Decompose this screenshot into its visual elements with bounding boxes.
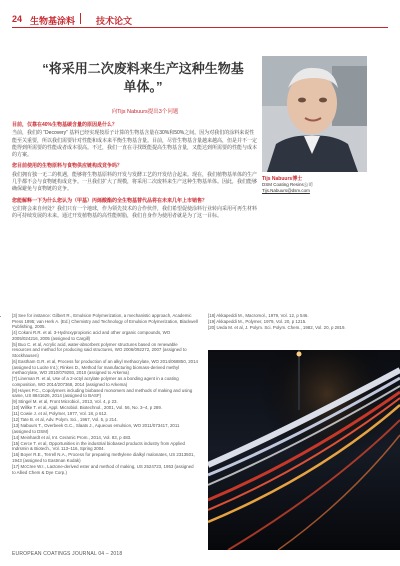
references-left — [12, 313, 198, 475]
reference-item: [20] Ueda M. et al, J. Polym. Sci. Polym. Chem., 1982, Vol. 20, p 2819. — [208, 324, 346, 330]
reference-item: [7] Lineman R. et al, Use of a 2-octyl acrylate polymer as a bonding agent in a coating composition, WO 2014/207368, 2014 (assigned to Arkema) — [12, 376, 179, 387]
question-3: 您能解释一下为什么您认为（甲基）丙烯酸酯的全生物基替代品将在未来几年上市销售？ — [12, 197, 208, 204]
reference-item: [11] Cowie J. et al, Polymer, 1977, Vol. 18, p 612. — [12, 411, 108, 417]
page-number: 24 — [12, 14, 23, 24]
reference-item: [13] Nabuurs T., Overbeek G.C., Slaats J., Aqueous emulsion, WO 2011/073417, 2011 (assigned to DSM) — [12, 423, 180, 434]
person-name: Tijs Nabuurs — [262, 176, 293, 182]
reference-item: [3] See for instance: Gilbert R., Emulsion Polymerization, a mechanistic approach, Academic Press 1995; van Herk A. (Ed.) Chemistry and Technology of Emulsion Polymerization, Blackwell Publishing, 2005. — [12, 313, 198, 330]
header-rule — [12, 27, 388, 28]
category-label: 技术论文 — [96, 16, 133, 26]
reference-item: [9] Stingel M. et al, Front Microbiol., 2013, Vol. 4, p 23. — [12, 399, 118, 405]
reference-marker-icon — [0, 313, 1, 320]
reference-item: [10] Willke T. et al, Appl. Microbiol. Biotechnol., 2001, Vol. 56, No. 3–4, p 289. — [12, 405, 163, 411]
interview-qa — [12, 122, 257, 221]
question-2: 您目前使用的生物原料与食物供应链构成竞争吗？ — [12, 163, 123, 170]
reference-item: [4] Cokani R.R. et al. 3-Hydroxypropionic acid and other organic compounds, WO 2005/024216, 2005 (assigned to Cargill) — [12, 330, 171, 341]
reference-item: [18] Akkapeddi M., Macromol., 1979, Vol. 12, p 546. — [208, 313, 309, 318]
interview-byline: 向Tijs Nabuurs提出3个问题 — [111, 109, 179, 115]
night-highway-image — [208, 350, 400, 550]
reference-item: [6] Eastham G.R. et al, Process for production of an alkyl methacrylate, WO 2014/068850, 2014 (assigned to Lucite Int.); Rinkes D., Method for manufacturing biomass-derived methyl methacrylate, WO 2010/079293, 2010 (assigned to Arkema) — [12, 358, 198, 376]
person-email-link[interactable]: Tijs.Nabuurs@dsm.com — [262, 188, 310, 193]
reference-item: [12] Tate B. et al, Adv. Polym. Sci., 1967, Vol. 5, p 214. — [12, 417, 118, 423]
reference-item: [15] Cerce T. et al, Opportunities in the industrial biobased products industry from Applied Indrsmin & Biotech., Vol. 113–116, Spring 2004. — [12, 440, 185, 452]
journal-footer: EUROPEAN COATINGS JOURNAL 04 – 2018 — [12, 551, 123, 557]
references-right — [208, 313, 388, 331]
photo-caption — [262, 176, 367, 194]
answer-2: 我们拥有独一无二的机遇，能够将生物基原料的开发与发酵工艺的开发结合起来。现在，我们植物基单体的生产几乎都不会与食物链构成竞争。一旦我们扩大了规模，将采用二次废料来生产这种生物基单体。因此，我们能够确保避免与食物链的竞争。 — [12, 171, 258, 193]
reference-item: [19] Akkapeddi M., Polymer, 1979, Vol. 20, p 1215. — [208, 318, 307, 324]
portrait-photo-icon — [262, 56, 367, 172]
reference-item: [5] Buo C. et al, Acrylic acid, water-absorbent polymer structures based on renewable resources and method for producing said structures, WO 2006/092272, 2007 (assigned to Stockhausen) — [12, 341, 187, 358]
reference-item: [17] McCree W.I., Lactone-derived ester and method of making, US 2524723, 1953 (assigned to Allied Chem & Dye Corp.) — [12, 463, 194, 475]
reference-item: [8] Hayes P.C., Copolymers including biobased monomers and methods of making and using same, US 8841626, 2014 (assigned to BASF) — [12, 387, 193, 399]
reference-item: [16] Boyer R.E., Terrell N.A., Process for preparing methylene dialkyl malonates, US 2313501, 1943 (assigned to Eastman Kodak) — [12, 452, 195, 463]
night-highway-light-trails-icon — [208, 350, 400, 550]
answer-1: 当前，我们的 “Decovery” 基料已经实现按原子计算的生物基含量在30%和50%之间。因为对我们的涂料来说性能至关重要，所以我们需要针对性能和成本来平衡生物基含量。目前，尽管生物基含量越来越高，但是并不一定能得到所需要的性能或者成本很高。不过，我们一直在寻找既能提高生物基含量，又能达到所需要的性能与成本的方案。 — [12, 130, 258, 159]
person-title: 博士 — [292, 176, 303, 182]
answer-3: 它们将会来自何处？我们只有一个地球，作为领先技术的合作伙伴，我们希望促使涂料行业转向采用可再生材料的可持续发展的未来。通过开发植物基的高性能树脂，我们自身作为使用者就是为了这一目标。 — [12, 205, 258, 220]
page-header — [0, 0, 400, 30]
pull-quote: “将采用二次废料来生产这种生物基单体。” — [42, 61, 244, 94]
header-divider — [80, 13, 81, 24]
reference-item: [14] Meinhardt et al, Int. Ceramic Prom., 2014, Vol. 83, p 483. — [12, 434, 132, 440]
portrait-photo — [262, 56, 367, 172]
section-title: 生物基涂料 — [30, 16, 76, 26]
person-company: DSM Coating Resins公司 — [262, 182, 313, 187]
question-1: 目前，仅靠在40%生物基碳含量的原因是什么？ — [12, 122, 118, 128]
